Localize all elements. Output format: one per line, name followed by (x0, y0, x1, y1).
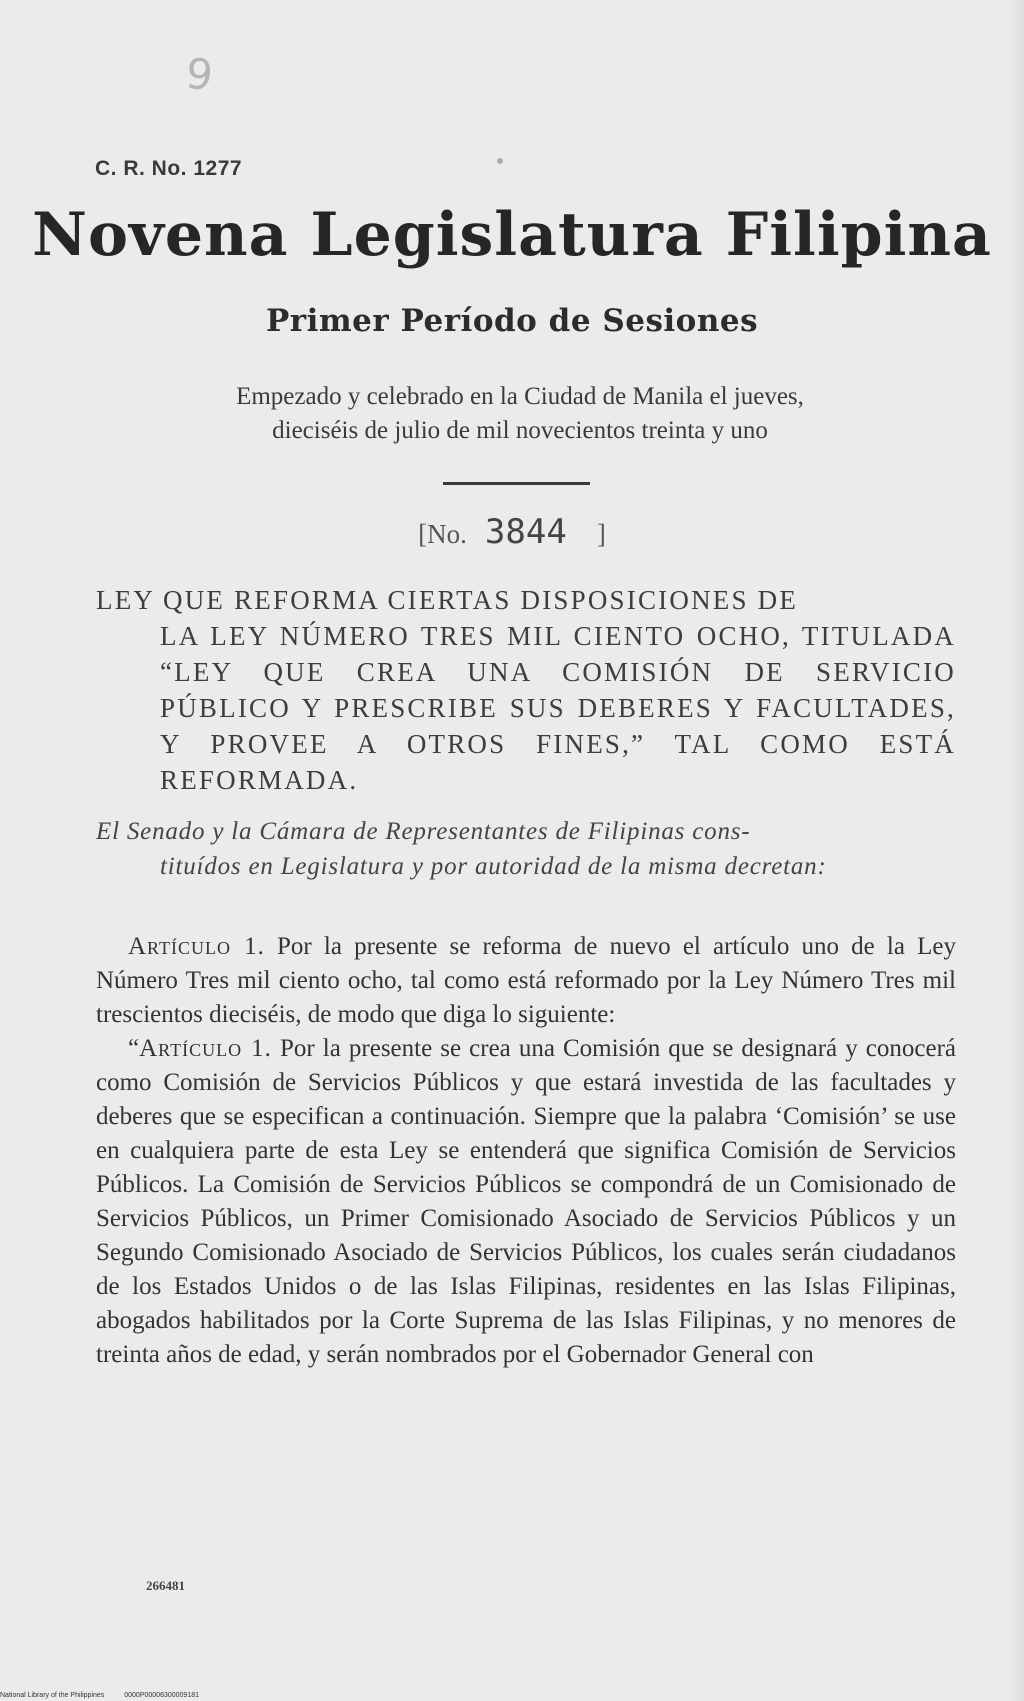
ink-dot (497, 158, 503, 164)
article-text: Por la presente se reforma de nuevo el artículo uno de la Ley Número Tres mil ciento ocho, tal como está reformado por la Ley Número Tres mil trescientos dieciséis, de modo que diga lo siguiente: (96, 933, 956, 1028)
law-title (96, 582, 956, 798)
session-intro (120, 380, 920, 448)
law-number (0, 512, 1024, 552)
law-title-first-line: LEY QUE REFORMA CIERTAS DISPOSICIONES DE (96, 585, 799, 615)
enacting-clause-rest: tituídos en Legislatura y por autoridad de la misma decretan: (160, 853, 827, 880)
law-number-value: 3844 (484, 512, 567, 552)
amended-article-text: Por la presente se crea una Comisión que se designará y conocerá como Comisión de Servicios Públicos y que estará investida de las facultades y deberes que se especifican a continuación. Siempre que la palabra ‘Comisión’ se use en cualquiera parte de esta Ley se entenderá que significa Comisión de Servicios Públicos. La Comisión de Servicios Públicos se compondrá de un Comisionado de Servicios Públicos, un Primer Comisionado Asociado de Servicios Públicos y un Segundo Comisionado Asociado de Servicios Públicos, los cuales serán ciudadanos de los Estados Unidos o de las Islas Filipinas, residentes en las Islas Filipinas, abogados habilitados por la Corte Suprema de las Islas Filipinas, y no menores de treinta años de edad, y serán nombrados por el Gobernador General con (96, 1035, 957, 1368)
law-number-suffix: ] (596, 519, 606, 549)
cr-number: C. R. No. 1277 (95, 157, 243, 180)
archive-institution: National Library of the Philippines (0, 1692, 105, 1699)
enacting-clause (96, 814, 956, 884)
page-edge-shadow (1010, 0, 1024, 1701)
print-code: 266481 (146, 1578, 185, 1593)
law-body (96, 930, 956, 1372)
archive-identifier: 0000P00006300009181 (124, 1692, 199, 1699)
amended-article-paragraph (96, 1032, 956, 1372)
amended-article-label: Artículo 1. (139, 1035, 272, 1062)
legislature-title: Novena Legislatura Filipina (32, 200, 992, 270)
session-subtitle: Primer Período de Sesiones (265, 303, 759, 339)
opening-quote: “ (128, 1035, 140, 1062)
law-title-rest: LA LEY NÚMERO TRES MIL CIENTO OCHO, TITULADA “LEY QUE CREA UNA COMISIÓN DE SERVICIO PÚBLICO Y PRESCRIBE SUS DEBERES Y FACULTADES, Y PROVEE A OTROS FINES,” TAL COMO ESTÁ REFORMADA. (160, 621, 956, 795)
archive-strip (0, 1690, 1024, 1701)
article-1-paragraph (96, 930, 956, 1032)
intro-line-2: dieciséis de julio de mil novecientos treinta y uno (272, 417, 768, 444)
article-label: Artículo 1. (128, 933, 265, 960)
handwritten-page-mark: 9 (183, 48, 218, 101)
law-number-prefix: [No. (418, 519, 467, 549)
enacting-clause-first-line: El Senado y la Cámara de Representantes de Filipinas cons- (96, 818, 751, 845)
separator-rule (443, 482, 590, 485)
intro-line-1: Empezado y celebrado en la Ciudad de Manila el jueves, (236, 383, 804, 410)
